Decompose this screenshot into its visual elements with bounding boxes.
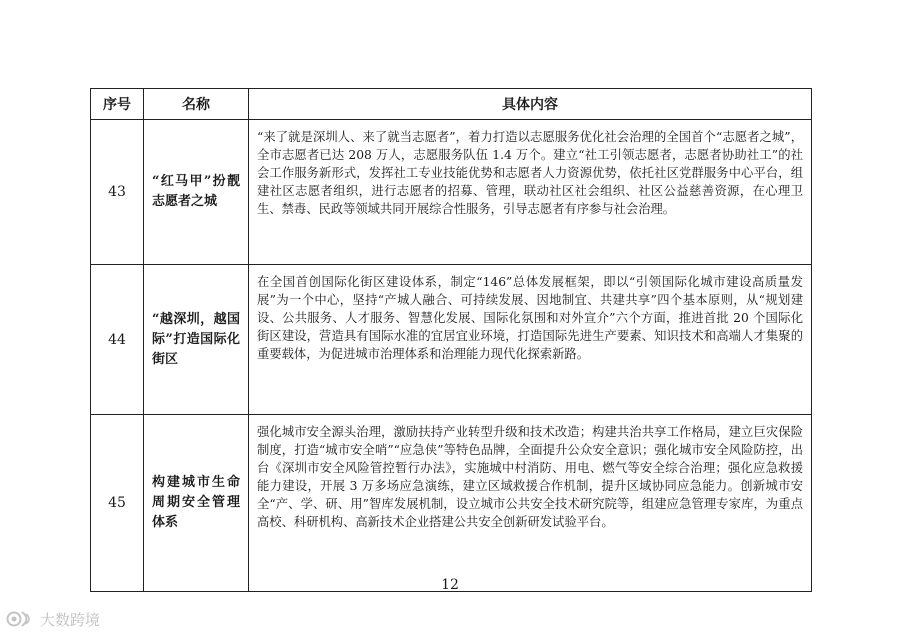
table-row xyxy=(91,120,812,265)
watermark xyxy=(6,607,100,631)
row-number: 45 xyxy=(91,415,144,592)
page-number: 12 xyxy=(441,577,459,593)
row-number: 44 xyxy=(91,265,144,415)
dashuju-logo-icon xyxy=(6,608,36,630)
header-number: 序号 xyxy=(91,89,144,120)
header-content: 具体内容 xyxy=(249,89,812,120)
watermark-text: 大数跨境 xyxy=(40,610,101,629)
row-content: 在全国首创国际化街区建设体系，制定“146”总体发展框架，即以“引领国际化城市建设高质量发展”为一个中心，坚持“产城人融合、可持续发展、因地制宜、共建共享”四个基本原则，从“规划建设、公共服务、人才服务、智慧化发展、国际化氛围和对外宣介”六个方面，推进首批 20 个国际化街区建设，营造具有国际水准的宜居宜业环境，打造国际先进生产要素、知识技术和高端人才集聚的重要载体，为促进城市治理体系和治理能力现代化探索新路。 xyxy=(249,265,812,415)
row-content: 强化城市安全源头治理，激励扶持产业转型升级和技术改造；构建共治共享工作格局，建立巨灾保险制度，打造“城市安全哨”“应急侠”等特色品牌，全面提升公众安全意识；强化城市安全风险防控，出台《深圳市安全风险管控暂行办法》，实施城中村消防、用电、燃气等安全综合治理；强化应急救援能力建设，开展 3 万多场应急演练，建立区域救援合作机制，提升区域协同应急能力。创新城市安全“产、学、研、用”智库发展机制，设立城市公共安全技术研究院等，组建应急管理专家库，为重点高校、科研机构、高新技术企业搭建公共安全创新研发试验平台。 xyxy=(249,415,812,592)
row-name: “红马甲”扮靓志愿者之城 xyxy=(144,120,249,265)
content-table xyxy=(90,88,812,592)
row-number: 43 xyxy=(91,120,144,265)
row-content: “来了就是深圳人、来了就当志愿者”，着力打造以志愿服务优化社会治理的全国首个“志愿者之城”，全市志愿者已达 208 万人，志愿服务队伍 1.4 万个。建立“社工引领志愿者，志愿者协助社工”的社会工作服务新形式，发挥社工专业技能优势和志愿者人力资源优势，依托社区党群服务中心平台，组建社区志愿者组织，进行志愿者的招募、管理，联动社区社会组织、社区公益慈善资源，在心理卫生、禁毒、民政等领域共同开展综合性服务，引导志愿者有序参与社会治理。 xyxy=(249,120,812,265)
table-row xyxy=(91,415,812,592)
table-row xyxy=(91,265,812,415)
header-name: 名称 xyxy=(144,89,249,120)
row-name: “越深圳，越国际”打造国际化街区 xyxy=(144,265,249,415)
table-header-row xyxy=(91,89,812,120)
row-name: 构建城市生命周期安全管理体系 xyxy=(144,415,249,592)
